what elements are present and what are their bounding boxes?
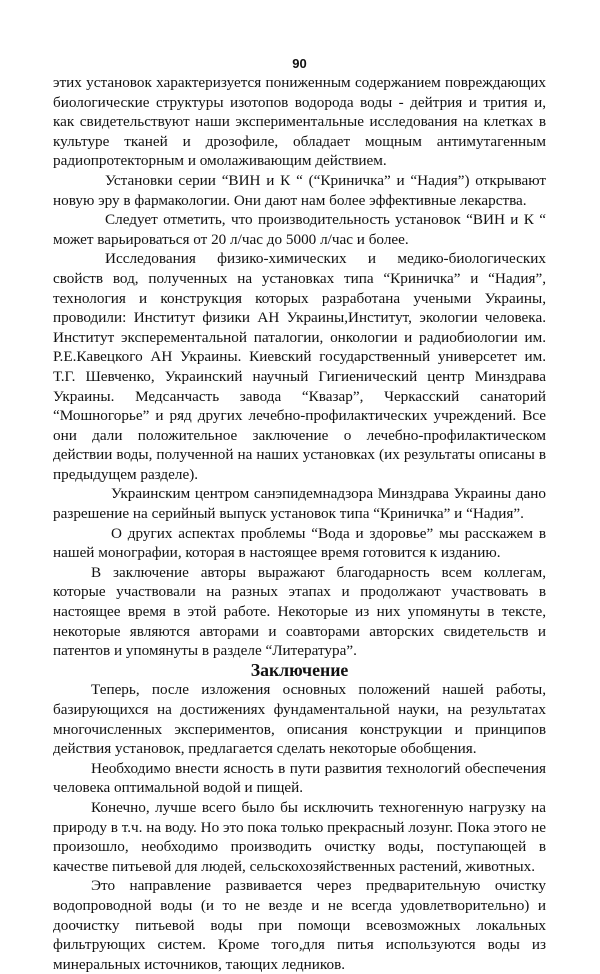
paragraph-permission: Украинским центром санэпидемнадзора Минздрава Украины дано разрешение на серийный выпуск установок типа “Криничка” и “Надия”. bbox=[53, 485, 546, 523]
paragraph-vin-series: Установки серии “ВИН и К “ (“Криничка” и “Надия”) открывают новую эру в фармакологии. Они дают нам более эффективные лекарства. bbox=[53, 171, 546, 209]
paragraph-conclusion-technogenic: Конечно, лучше всего было бы исключить техногенную нагрузку на природу в т.ч. на воду. Но это пока только прекрасный лозунг. Пока этого не произошло, необходимо производить очистку воды, поступающей в качестве питьевой для людей, сельскохозяйственных растений, животных. bbox=[53, 798, 546, 875]
paragraph-conclusion-summary: Теперь, после изложения основных положений нашей работы, базирующихся на достижениях фундаментальной науки, на результатах многочисленных экспериментов, описания конструкции и принципов действия установок, предлагается сделать некоторые обобщения. bbox=[53, 681, 546, 758]
document-page bbox=[53, 54, 546, 974]
paragraph-productivity: Следует отметить, что производительность установок “ВИН и К “ может варьироваться от 20 л/час до 5000 л/час и более. bbox=[53, 211, 546, 248]
section-heading-conclusion: Заключение bbox=[250, 659, 349, 680]
paragraph-conclusion-clarity: Необходимо внести ясность в пути развития технологий обеспечения человека оптимальной водой и пищей. bbox=[53, 759, 546, 797]
paragraph-monograph: О других аспектах проблемы “Вода и здоровье” мы расскажем в нашей монографии, которая в настоящее время готовится к изданию. bbox=[53, 524, 546, 562]
page-number: 90 bbox=[292, 56, 307, 71]
paragraph-acknowledgements: В заключение авторы выражают благодарность всем коллегам, которые участвовали на разных этапах и продолжают участвовать в настоящее время в этой работе. Некоторые из них упомянуты в тексте, некоторые являются авторами и соавторами авторских свидетельств и патентов и упомянуты в разделе “Литература”. bbox=[53, 563, 546, 660]
paragraph-research-institutes: Исследования физико-химических и медико-биологических свойств вод, полученных на установках типа “Криничка” и “Надия”, технология и конструкция которых разработана учеными Украины, проводили: Институт физики АН Украины,Институт, экологии человека. Институт эксперементальной паталогии, онкологии и радиобиологии им. Р.Е.Кавецкого АН Украины. Киевский государственный универсетет им. Т.Г. Шевченко, Украинский научный Гигиенический центр Минздрава Украины. Медсанчасть завода “Квазар”, Черкасский санаторий “Мошногорье” и ряд других лечебно-профилактических учреждений. Все они дали положительное заключение о лечебно-профилактическом действии воды, полученной на наших установках (их результаты описаны в предыдущем разделе). bbox=[53, 250, 546, 483]
paragraph-isotopes: этих установок характеризуется пониженным содержанием повреждающих биологические структуры изотопов водорода воды - дейтрия и трития и, как свидетельствуют наши экспериментальные исследования на клетках в культуре тканей и дрозофиле, обладает мощным антимутагенным радиопротекторным и омолаживающим действием. bbox=[53, 74, 546, 170]
paragraph-conclusion-filtration: Это направление развивается через предварительную очистку водопроводной воды (и то не везде и не всегда удовлетворительно) и доочистку питьевой воды при помощи всевозможных локальных фильтрующих систем. Кроме того,для питья используются воды из минеральных источников, тающих ледников. bbox=[53, 877, 546, 973]
